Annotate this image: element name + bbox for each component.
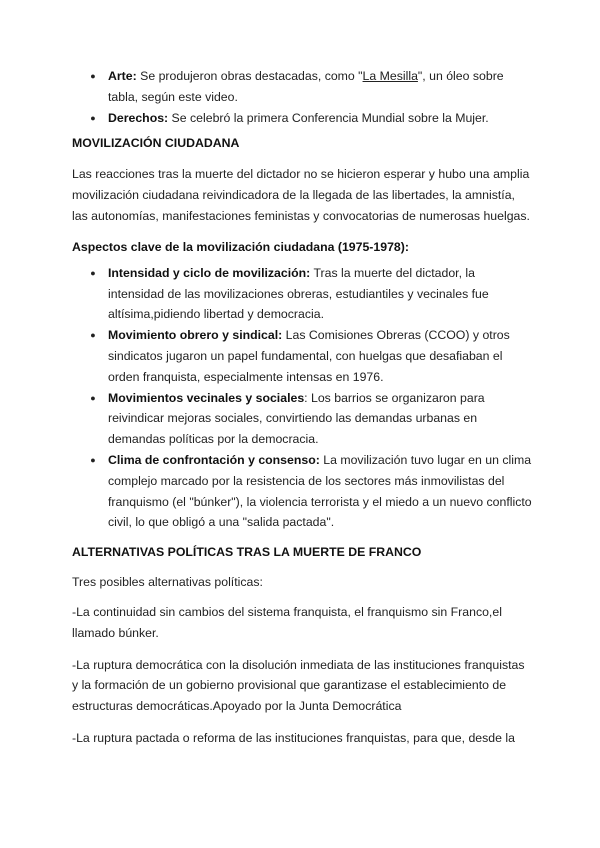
bullet-icon: ●: [90, 454, 96, 465]
bullet-icon: ●: [90, 392, 96, 403]
top-bullet-list: [72, 66, 532, 128]
bullet-label: Movimiento obrero y sindical:: [108, 328, 283, 343]
section-title: MOVILIZACIÓN CIUDADANA: [72, 136, 240, 151]
bullet-icon: ●: [90, 330, 96, 341]
bullet-icon: ●: [90, 267, 96, 278]
list-item: [72, 263, 532, 325]
bullet-text: Se celebró la primera Conferencia Mundial sobre la Mujer.: [168, 110, 489, 125]
bullet-label: Clima de confrontación y consenso:: [108, 452, 320, 467]
bullet-text: : Los barrios se organizaron para reivindicar mejoras sociales, convirtiendo las demandas urbanas en demandas políticas por la democracia.: [108, 390, 485, 447]
subsection-title: Aspectos clave de la movilización ciudadana (1975-1978):: [72, 239, 409, 254]
bullet-text: ", un óleo sobre tabla, según este video.: [108, 69, 504, 104]
paragraph: Tres posibles alternativas políticas:: [72, 575, 263, 590]
bullet-text: Se produjeron obras destacadas, como ": [136, 69, 363, 83]
paragraph: -La ruptura pactada o reforma de las instituciones franquistas, para que, desde la: [72, 730, 515, 745]
bullet-text: Las Comisiones Obreras (CCOO) y otros sindicatos jugaron un papel fundamental, con huelgas que desafiaban el orden franquista, especialmente intensas en 1976.: [108, 328, 510, 384]
document-content: [72, 66, 532, 749]
list-item: [72, 388, 532, 450]
list-item: [72, 325, 532, 387]
bullet-text: Tras la muerte del dictador, la intensidad de las movilizaciones obreras, estudiantiles y vecinales fue altísima,pidiendo libertad y democracia.: [108, 265, 489, 322]
bullet-label: Arte:: [108, 69, 137, 83]
paragraph: Las reacciones tras la muerte del dictador no se hicieron esperar y hubo una amplia movilización ciudadana reivindicadora de la llegada de las libertades, la amnistía, las autonomías, manifestaciones feministas y convocatorias de numerosas huelgas.: [72, 167, 530, 223]
bullet-icon: ●: [90, 112, 96, 123]
paragraph: -La continuidad sin cambios del sistema franquista, el franquismo sin Franco,el llamado búnker.: [72, 604, 502, 640]
la-mesilla-link[interactable]: La Mesilla: [362, 69, 418, 83]
list-item: [72, 450, 532, 533]
list-item: [72, 108, 532, 129]
mobilization-bullet-list: [72, 263, 532, 533]
section-title: ALTERNATIVAS POLÍTICAS TRAS LA MUERTE DE FRANCO: [72, 545, 422, 560]
bullet-label: Movimientos vecinales y sociales: [108, 390, 305, 405]
bullet-label: Intensidad y ciclo de movilización:: [108, 265, 311, 280]
list-item: [72, 66, 532, 108]
bullet-label: Derechos:: [108, 110, 169, 125]
bullet-icon: ●: [90, 71, 96, 81]
paragraph: -La ruptura democrática con la disolución inmediata de las instituciones franquistas y la formación de un gobierno provisional que garantizase el establecimiento de estructuras democráticas.Apoyado por la Junta Democrática: [72, 657, 525, 714]
bullet-text: La movilización tuvo lugar en un clima complejo marcado por la resistencia de los sectores más inmovilistas del franquismo (el "búnker"), la violencia terrorista y el miedo a un nuevo conflicto civil, lo que obligó a una "salida pactada".: [108, 452, 532, 530]
